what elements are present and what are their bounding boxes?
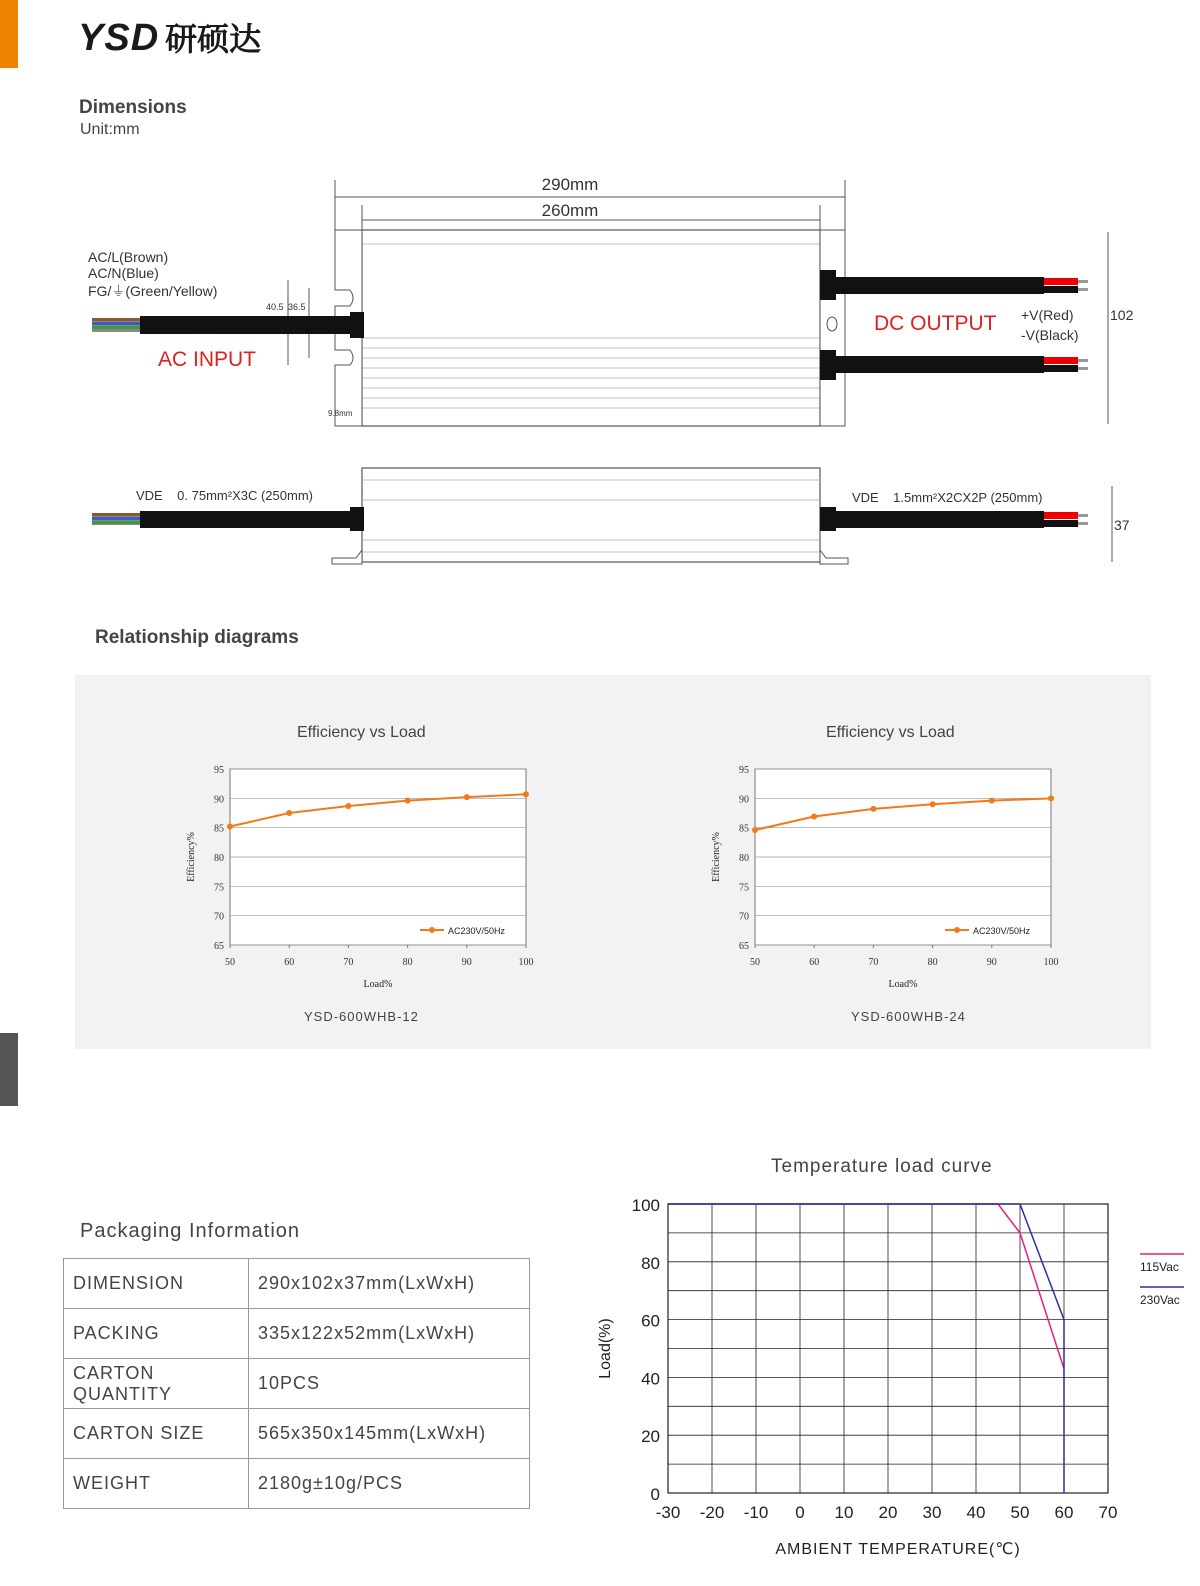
logo-cn: 研硕达 <box>165 21 262 57</box>
table-row <box>64 1409 530 1459</box>
vde-output-spec: VDE 1.5mm²X2CX2P (250mm) <box>852 490 1043 505</box>
x-tick-label: -10 <box>743 1503 769 1522</box>
eff-chart-1-title: Efficiency vs Load <box>297 724 426 741</box>
x-tick-label: 40 <box>966 1503 986 1522</box>
x-tick-label: -30 <box>655 1503 681 1522</box>
x-tick-label: 80 <box>402 957 413 968</box>
body-length-label: 260mm <box>541 201 599 220</box>
x-tick-label: 100 <box>518 957 534 968</box>
x-tick-label: 90 <box>986 957 997 968</box>
output-wire-pos: +V(Red) <box>1021 307 1074 323</box>
data-point <box>286 810 292 816</box>
y-tick-label: 20 <box>641 1427 660 1447</box>
table-row <box>64 1359 530 1409</box>
data-point <box>811 814 817 820</box>
y-tick-label: 40 <box>641 1369 660 1389</box>
x-tick-label: 50 <box>750 957 760 968</box>
y-tick-label: 85 <box>739 823 749 835</box>
data-point <box>930 801 936 807</box>
body-top-view <box>362 230 820 426</box>
pack-key: DIMENSION <box>64 1259 249 1309</box>
y-tick-label: 75 <box>214 882 224 894</box>
eff-chart-2-title: Efficiency vs Load <box>826 724 955 741</box>
y-tick-label: 60 <box>641 1311 660 1331</box>
x-tick-label: 80 <box>927 957 938 968</box>
side-bar <box>0 1033 18 1106</box>
data-point <box>870 806 876 812</box>
data-point <box>464 794 470 800</box>
data-point <box>523 791 529 797</box>
table-row <box>64 1309 530 1359</box>
temperature-load-chart <box>590 1195 1200 1565</box>
input-cable <box>140 316 352 334</box>
y-tick-label: 70 <box>214 911 224 923</box>
relationship-title: Relationship diagrams <box>95 627 299 648</box>
mount-dim-a: 40.5 <box>266 302 284 312</box>
legend-label: 115Vac <box>1140 1260 1179 1274</box>
x-axis-label: Load% <box>363 979 393 990</box>
data-point <box>1048 795 1054 801</box>
body-side-view <box>362 468 820 562</box>
pack-key: WEIGHT <box>64 1459 249 1509</box>
logo-latin: YSD <box>78 17 160 59</box>
pack-value: 2180g±10g/PCS <box>249 1459 530 1509</box>
pack-value: 565x350x145mm(LxWxH) <box>249 1409 530 1459</box>
x-tick-label: 70 <box>1098 1503 1118 1522</box>
pack-value: 335x122x52mm(LxWxH) <box>249 1309 530 1359</box>
thickness-label: 37 <box>1114 517 1130 533</box>
y-axis-label: Efficiency% <box>186 832 197 882</box>
pack-value: 10PCS <box>249 1359 530 1409</box>
x-tick-label: 50 <box>225 957 235 968</box>
eff-chart-2-model: YSD-600WHB-24 <box>851 1009 966 1024</box>
table-row <box>64 1259 530 1309</box>
pack-key: CARTON QUANTITY <box>64 1359 249 1409</box>
legend-label: AC230V/50Hz <box>448 926 506 936</box>
temp-chart-title: Temperature load curve <box>771 1156 993 1177</box>
x-tick-label: 60 <box>284 957 295 968</box>
y-tick-label: 65 <box>214 941 224 952</box>
x-tick-label: 70 <box>343 957 354 968</box>
pack-key: PACKING <box>64 1309 249 1359</box>
y-tick-label: 80 <box>641 1253 660 1273</box>
y-axis-label: Load(%) <box>597 1318 614 1379</box>
y-tick-label: 100 <box>631 1196 660 1215</box>
eff-chart-1-model: YSD-600WHB-12 <box>304 1009 419 1024</box>
pack-key: CARTON SIZE <box>64 1409 249 1459</box>
accent-bar <box>0 0 18 68</box>
legend-marker <box>429 927 435 933</box>
data-point <box>405 798 411 804</box>
height-label: 102 <box>1110 307 1134 323</box>
ac-input-label: AC INPUT <box>158 348 257 371</box>
x-axis-label: Load% <box>888 979 918 990</box>
y-tick-label: 95 <box>739 765 749 776</box>
data-point <box>345 803 351 809</box>
data-point <box>227 823 233 829</box>
input-wire-fg: FG/⏚(Green/Yellow) <box>88 283 218 299</box>
x-tick-label: 10 <box>834 1503 854 1522</box>
x-tick-label: 90 <box>461 957 472 968</box>
y-tick-label: 90 <box>739 794 749 806</box>
dimension-drawing <box>0 160 1200 580</box>
packaging-table <box>63 1258 530 1509</box>
output-wire-neg: -V(Black) <box>1021 327 1079 343</box>
efficiency-chart-24v <box>685 755 1085 1000</box>
legend-label: 230Vac <box>1140 1293 1180 1307</box>
y-tick-label: 95 <box>214 765 224 776</box>
output-cable-2 <box>834 356 1044 373</box>
legend-label: AC230V/50Hz <box>973 926 1031 936</box>
x-axis-label: AMBIENT TEMPERATURE(℃) <box>775 1541 1021 1558</box>
x-tick-label: 0 <box>795 1503 805 1522</box>
vde-input-spec: VDE 0. 75mm²X3C (250mm) <box>136 488 313 503</box>
dimensions-unit: Unit:mm <box>80 121 140 138</box>
y-tick-label: 0 <box>650 1485 660 1504</box>
y-tick-label: 85 <box>214 823 224 835</box>
efficiency-chart-12v <box>160 755 560 1000</box>
x-tick-label: 20 <box>878 1503 898 1522</box>
y-tick-label: 80 <box>214 853 224 864</box>
overall-length-label: 290mm <box>541 175 599 194</box>
y-tick-label: 75 <box>739 882 749 894</box>
brand-logo <box>78 14 261 60</box>
data-point <box>752 827 758 833</box>
x-tick-label: 60 <box>809 957 820 968</box>
slot-dim: 9.8mm <box>328 409 353 418</box>
y-tick-label: 70 <box>739 911 749 923</box>
input-wire-n: AC/N(Blue) <box>88 265 159 281</box>
packaging-title: Packaging Information <box>80 1220 301 1242</box>
x-tick-label: 60 <box>1054 1503 1074 1522</box>
y-tick-label: 65 <box>739 941 749 952</box>
legend-marker <box>954 927 960 933</box>
x-tick-label: 100 <box>1043 957 1059 968</box>
x-tick-label: 70 <box>868 957 879 968</box>
dc-output-label: DC OUTPUT <box>874 312 997 335</box>
x-tick-label: -20 <box>699 1503 725 1522</box>
input-wire-l: AC/L(Brown) <box>88 249 169 265</box>
output-cable-1 <box>834 277 1044 294</box>
mount-dim-b: 36.5 <box>288 302 306 312</box>
y-tick-label: 90 <box>214 794 224 806</box>
y-tick-label: 80 <box>739 853 749 864</box>
x-tick-label: 30 <box>922 1503 942 1522</box>
x-tick-label: 50 <box>1010 1503 1030 1522</box>
data-point <box>989 798 995 804</box>
y-axis-label: Efficiency% <box>711 832 722 882</box>
table-row <box>64 1459 530 1509</box>
pack-value: 290x102x37mm(LxWxH) <box>249 1259 530 1309</box>
dimensions-title: Dimensions <box>79 97 187 118</box>
